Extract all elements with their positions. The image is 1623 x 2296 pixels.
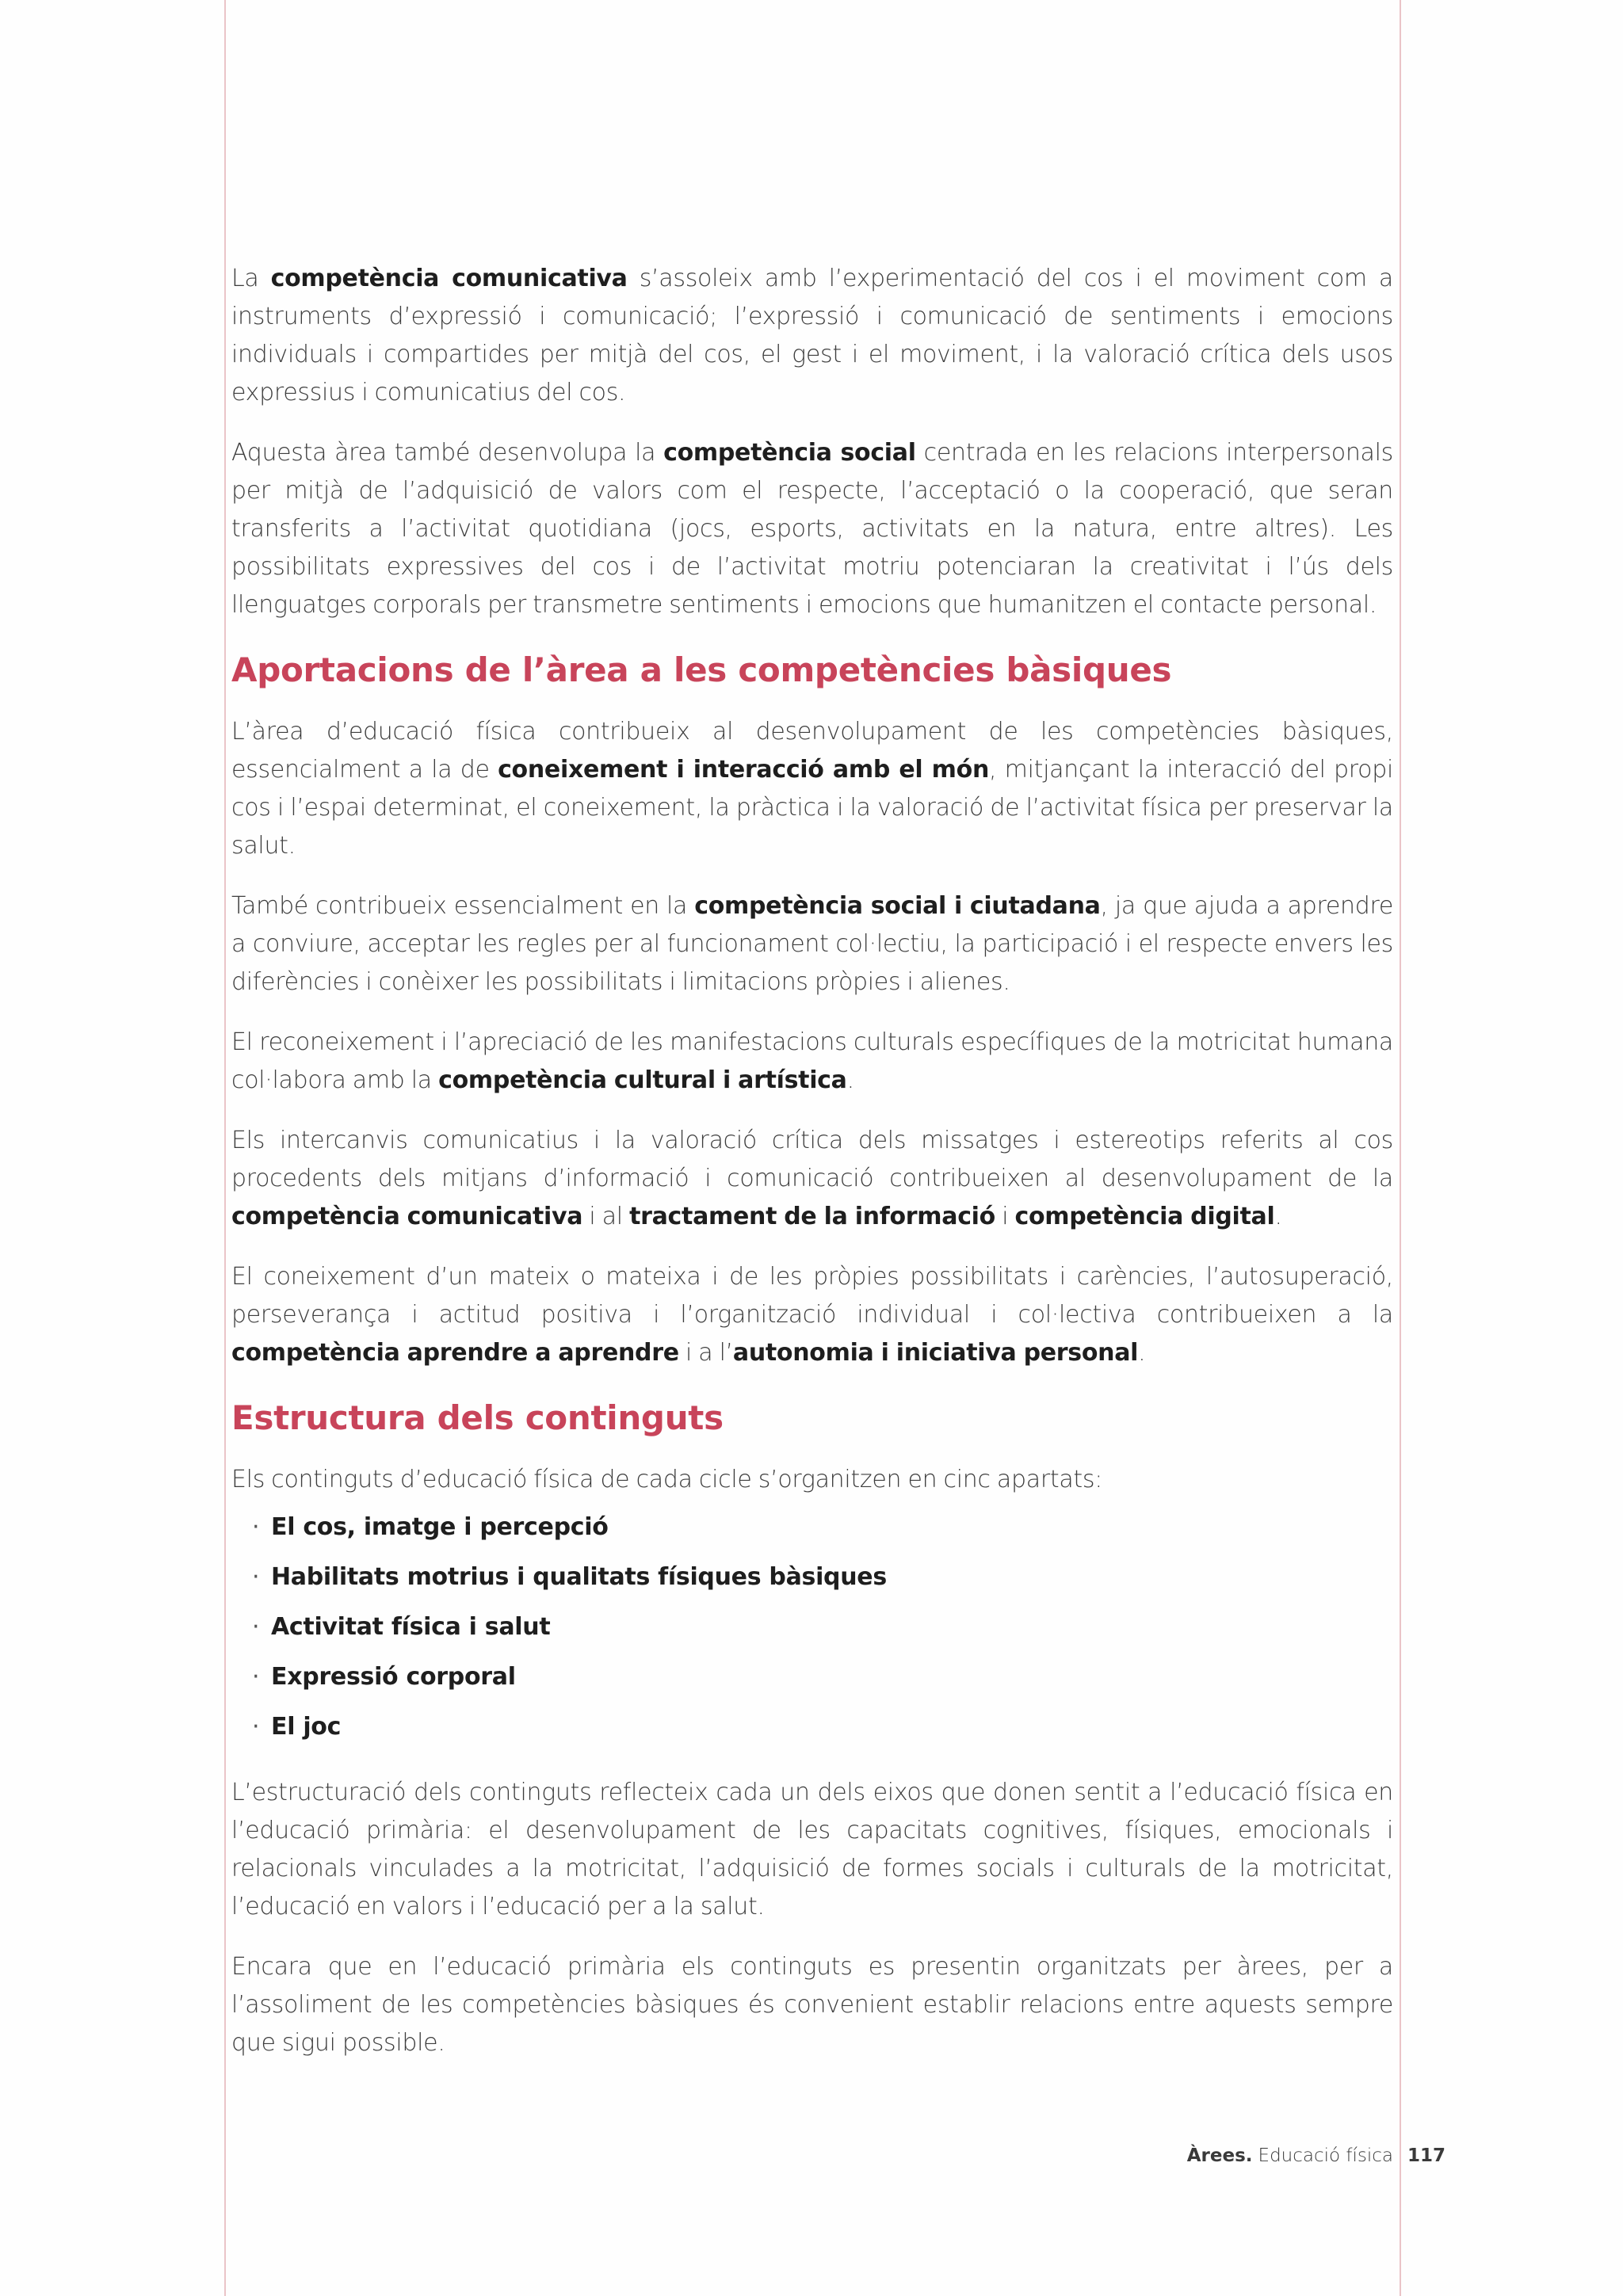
- list-item: [231, 1652, 1393, 1702]
- text-run: , ja que ajuda a aprendre a conviure, acceptar les regles per al funcionament col·lectiu, la participació i el respecte envers les diferències i conèixer les possibilitats i limitacions pròpies i alienes.: [231, 892, 1394, 996]
- text-run: El coneixement d’un mateix o mateixa i de les pròpies possibilitats i carències, l’autosuperació, perseverança i actitud positiva i l’organització individual i col·lectiva contribueixen a la: [231, 1263, 1393, 1329]
- text-run: s’assoleix amb l’experimentació del cos i el moviment com a instruments d’expressió i comunicació; l’expressió i comunicació de sentiments i emocions individuals i compartides per mitjà del cos, el gest i el moviment, i la valoració crítica dels usos expressius i comunicatius del cos.: [231, 265, 1394, 406]
- paragraph-social-ciutadana: [231, 887, 1393, 1001]
- paragraph-coneixement-mon: [231, 713, 1393, 865]
- bold-term: autonomia i iniciativa personal: [732, 1339, 1139, 1367]
- bold-term: coneixement i interacció amb el món: [498, 756, 990, 784]
- text-run: i a l’: [678, 1339, 733, 1367]
- footer-title: Educació física: [1258, 2145, 1393, 2166]
- paragraph-comunicativa-digital: [231, 1122, 1393, 1236]
- bold-term: competència social: [663, 439, 916, 467]
- list-item-label: Activitat física i salut: [271, 1613, 551, 1641]
- text-run: , mitjançant la interacció del propi cos i l’espai determinat, el coneixement, la pràctica i la valoració de l’activitat física per preservar la salut.: [231, 756, 1394, 860]
- text-run: També contribueix essencialment en la: [231, 892, 695, 920]
- text-run: i: [995, 1203, 1015, 1230]
- paragraph-intro-apartats: Els continguts d’educació física de cada cicle s’organitzen en cinc apartats:: [231, 1466, 1103, 1493]
- text-run: Aquesta àrea també desenvolupa la: [231, 439, 664, 467]
- list-item-label: El joc: [271, 1713, 342, 1741]
- bold-term: competència social i ciutadana: [694, 892, 1101, 920]
- page-content: [231, 260, 1393, 2084]
- bold-term: competència comunicativa: [231, 1203, 583, 1230]
- bullet-dot: ·: [252, 1513, 260, 1541]
- text-run: La: [231, 265, 271, 292]
- text-run: El reconeixement i l’apreciació de les manifestacions culturals específiques de la motricitat humana col·labora amb la: [231, 1028, 1393, 1094]
- bullet-dot: ·: [252, 1613, 260, 1641]
- list-item-label: Expressió corporal: [271, 1663, 516, 1691]
- right-margin-rule: [1400, 0, 1401, 2296]
- text-run: L’estructuració dels continguts reflecteix cada un dels eixos que donen sentit a l’educació física en l’educació primària: el desenvolupament de les capacitats cognitives, físiques, emocionals i relacionals vinculades a la motricitat, l’adquisició de formes socials i culturals de la motricitat, l’educació en valors i l’educació per a la salut.: [231, 1779, 1393, 1920]
- list-item: [231, 1702, 1393, 1752]
- bold-term: competència digital: [1014, 1203, 1275, 1230]
- paragraph-relacions-arees: [231, 1948, 1393, 2062]
- list-item-label: Habilitats motrius i qualitats físiques bàsiques: [271, 1563, 887, 1591]
- bold-term: competència cultural i artística: [438, 1066, 847, 1094]
- list-item: [231, 1502, 1393, 1552]
- bullet-dot: ·: [252, 1713, 260, 1741]
- paragraph-competencia-comunicativa: [231, 260, 1393, 412]
- section-heading-estructura: Estructura dels continguts: [231, 1398, 724, 1437]
- paragraph-competencia-social: [231, 434, 1393, 624]
- running-footer: [1187, 2139, 1393, 2172]
- bold-term: competència aprendre a aprendre: [231, 1339, 679, 1367]
- bullet-dot: ·: [252, 1563, 260, 1591]
- list-item-label: El cos, imatge i percepció: [271, 1513, 609, 1541]
- text-run: Encara que en l’educació primària els continguts es presentin organitzats per àrees, per a l’assoliment de les competències bàsiques és convenient establir relacions entre aquests sempre que sigui possible.: [231, 1953, 1393, 2057]
- paragraph-cultural-artistica: [231, 1024, 1393, 1100]
- paragraph-estructuracio: [231, 1774, 1393, 1926]
- list-item: [231, 1602, 1393, 1652]
- section-heading-aportacions: Aportacions de l’àrea a les competències bàsiques: [231, 650, 1172, 689]
- bold-term: tractament de la informació: [629, 1203, 995, 1230]
- bullet-dot: ·: [252, 1663, 260, 1691]
- text-run: .: [846, 1066, 854, 1094]
- bold-term: competència comunicativa: [270, 265, 628, 292]
- text-run: centrada en les relacions interpersonals per mitjà de l’adquisició de valors com el respecte, l’acceptació o la cooperació, que seran transferits a l’activitat quotidiana (jocs, esports, activitats en la natura, entre altres). Les possibilitats expressives del cos i de l’activitat motriu potenciaran la creativitat i l’ús dels llenguatges corporals per transmetre sentiments i emocions que humanitzen el contacte personal.: [231, 439, 1393, 619]
- list-item: [231, 1552, 1393, 1602]
- text-run: i al: [582, 1203, 630, 1230]
- text-run: .: [1138, 1339, 1146, 1367]
- footer-section-label: Àrees.: [1186, 2145, 1253, 2166]
- page-number: 117: [1407, 2145, 1446, 2166]
- left-margin-rule: [224, 0, 226, 2296]
- content-blocks-list: [231, 1502, 1393, 1752]
- text-run: Els intercanvis comunicatius i la valoració crítica dels missatges i estereotips referits al cos procedents dels mitjans d’informació i comunicació contribueixen al desenvolupament de la: [231, 1127, 1393, 1192]
- text-run: .: [1274, 1203, 1282, 1230]
- paragraph-aprendre-autonomia: [231, 1258, 1393, 1372]
- text-run: L’àrea d’educació física contribueix al desenvolupament de les competències bàsiques, essencialment a la de: [231, 718, 1393, 784]
